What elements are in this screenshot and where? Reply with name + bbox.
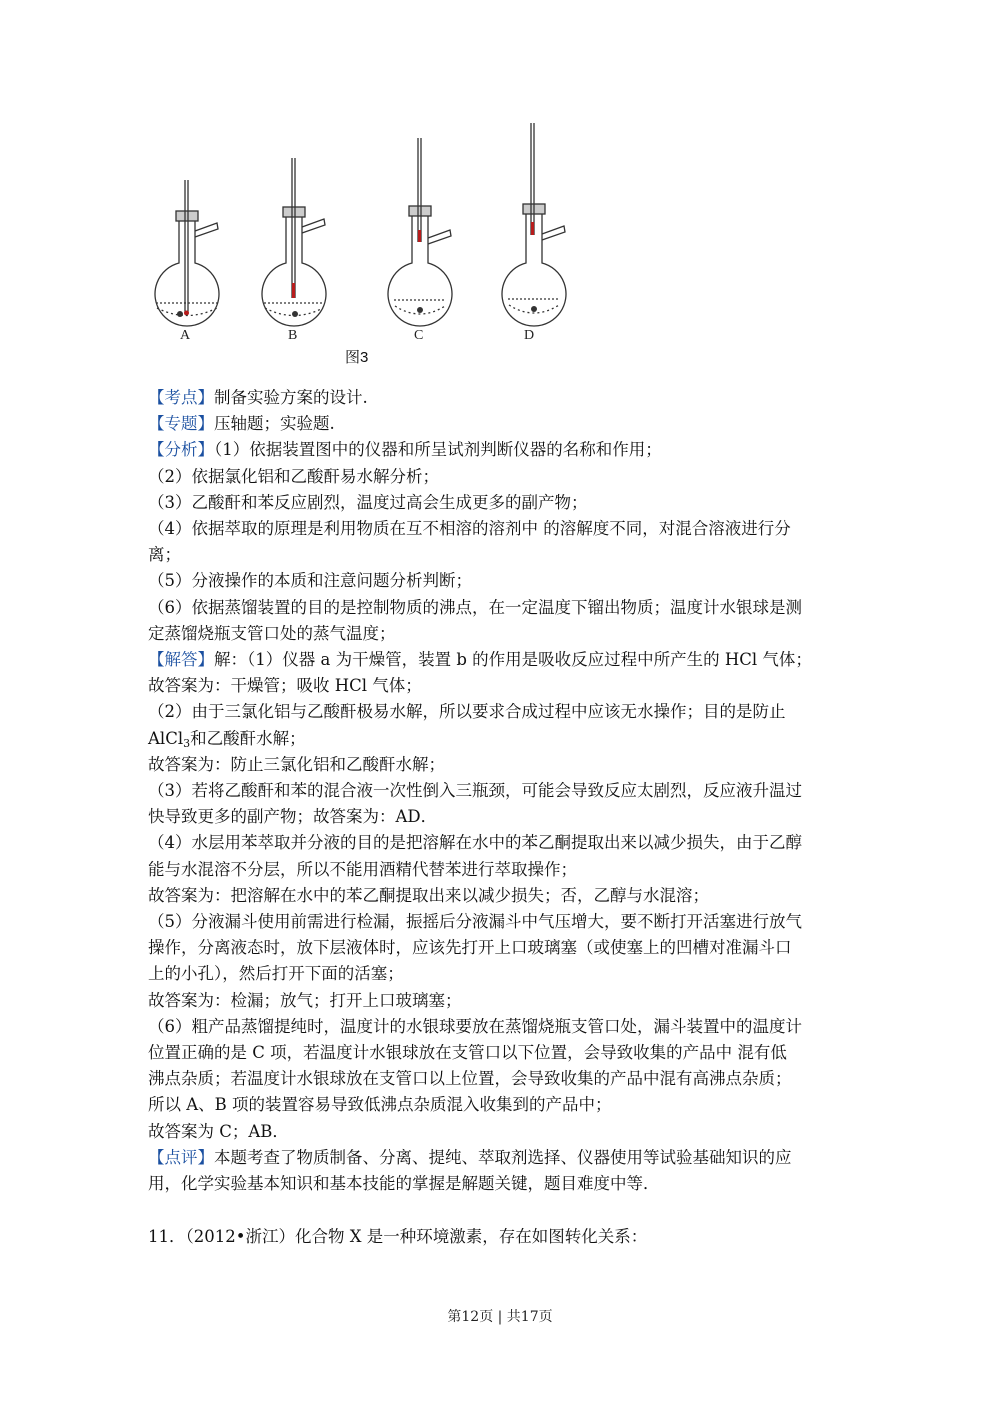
jieda-text-11: （5）分液漏斗使用前需进行检漏，振摇后分液漏斗中气压增大，要不断打开活塞进行放气: [148, 912, 802, 932]
dianping-tag: 【点评】: [148, 1147, 214, 1167]
kaodian-line: [148, 385, 860, 411]
fenxi-text-5: 离；: [148, 545, 181, 565]
jieda-text-16: 位置正确的是 C 项，若温度计水银球放在支管口以下位置，会导致收集的产品中 混有低: [148, 1043, 787, 1063]
kaodian-tag: 【考点】: [148, 388, 214, 407]
fenxi-text-7: （6）依据蒸馏装置的目的是控制物质的沸点，在一定温度下镏出物质；温度计水银球是测: [148, 597, 802, 617]
flask-label-d: D: [524, 328, 535, 343]
fenxi-tag: 【分析】: [148, 440, 214, 460]
flask-c: [388, 138, 452, 326]
figure-caption: 图3: [345, 349, 369, 366]
jieda-text-19: 故答案为 C；AB．: [148, 1121, 289, 1141]
fenxi-text-6: （5）分液操作的本质和注意问题分析判断；: [148, 571, 472, 591]
fenxi-text-2: （2）依据氯化铝和乙酸酐易水解分析；: [148, 466, 439, 486]
fenxi-text-3: （3）乙酸酐和苯反应剧烈，温度过高会生成更多的副产物；: [148, 492, 588, 512]
flask-label-a: A: [180, 328, 191, 343]
jieda-text-2: 故答案为：干燥管；吸收 HCl 气体；: [148, 676, 422, 696]
jieda-text-10: 故答案为：把溶解在水中的苯乙酮提取出来以减少损失；否，乙醇与水混溶；: [148, 885, 709, 905]
question-11: 11．（2012•浙江）化合物 X 是一种环境激素，存在如图转化关系：: [148, 1227, 648, 1246]
figure-3: [140, 118, 580, 373]
jieda-text-9: 能与水混溶不分层，所以不能用酒精代替苯进行萃取操作；: [148, 859, 577, 879]
jieda-text-7: 快导致更多的副产物；故答案为：AD．: [148, 807, 438, 827]
alcl-formula: AlCl: [148, 728, 184, 748]
jieda-text-4-rest: 和乙酸酐水解；: [190, 728, 306, 748]
jieda-text-12: 操作，分离液态时，放下层液体时，应该先打开上口玻璃塞（或使塞上的凹槽对准漏斗口: [148, 938, 792, 958]
jieda-text-1: 解：（1）仪器 a 为干燥管，装置 b 的作用是吸收反应过程中所产生的 HCl 气体；: [214, 650, 812, 670]
kaodian-text: 制备实验方案的设计.: [214, 388, 368, 407]
page-footer: 第12页 | 共17页: [447, 1309, 553, 1325]
jieda-text-8: （4）水层用苯萃取并分液的目的是把溶解在水中的苯乙酮提取出来以减少损失，由于乙醇: [148, 833, 802, 853]
flask-d: [502, 123, 566, 326]
fenxi-text-1: （1）依据装置图中的仪器和所呈试剂判断仪器的名称和作用；: [214, 440, 662, 460]
fenxi-text-4: （4）依据萃取的原理是利用物质在互不相溶的溶剂中 的溶解度不同，对混合溶液进行分: [148, 519, 791, 539]
dianping-text-1: 本题考查了物质制备、分离、提纯、萃取剂选择、仪器使用等试验基础知识的应: [214, 1147, 792, 1167]
jieda-text-13: 上的小孔），然后打开下面的活塞；: [148, 964, 404, 984]
fenxi-text-8: 定蒸馏烧瓶支管口处的蒸气温度；: [148, 623, 396, 643]
jieda-text-4: [148, 726, 860, 752]
alcl-subscript: 3: [183, 736, 191, 750]
jieda-line: [148, 647, 860, 673]
jieda-text-18: 所以 A、B 项的装置容易导致低沸点杂质混入收集到的产品中；: [148, 1095, 612, 1115]
jieda-text-17: 沸点杂质；若温度计水银球放在支管口以上位置，会导致收集的产品中混有高沸点杂质；: [148, 1069, 792, 1089]
zhuanti-text: 压轴题；实验题.: [214, 414, 335, 434]
zhuanti-tag: 【专题】: [148, 414, 214, 434]
jieda-text-5: 故答案为：防止三氯化铝和乙酸酐水解；: [148, 754, 445, 774]
zhuanti-line: [148, 411, 860, 437]
solution-text: [148, 385, 860, 1197]
jieda-text-6: （3）若将乙酸酐和苯的混合液一次性倒入三瓶颈，可能会导致反应太剧烈，反应液升温过: [148, 781, 802, 801]
jieda-text-15: （6）粗产品蒸馏提纯时，温度计的水银球要放在蒸馏烧瓶支管口处，漏斗装置中的温度计: [148, 1016, 802, 1036]
flask-label-b: B: [288, 328, 298, 343]
dianping-line: [148, 1145, 860, 1171]
jieda-text-3: （2）由于三氯化铝与乙酸酐极易水解，所以要求合成过程中应该无水操作；目的是防止: [148, 702, 786, 722]
flask-b: [262, 158, 326, 326]
dianping-text-2: 用，化学实验基本知识和基本技能的掌握是解题关键，题目难度中等．: [148, 1174, 660, 1194]
jieda-tag: 【解答】: [148, 650, 214, 670]
jieda-text-14: 故答案为：检漏；放气；打开上口玻璃塞；: [148, 990, 462, 1010]
flask-label-c: C: [414, 328, 424, 343]
fenxi-line: [148, 437, 860, 463]
flasks-diagram: [140, 118, 580, 373]
flask-a: [155, 180, 219, 326]
